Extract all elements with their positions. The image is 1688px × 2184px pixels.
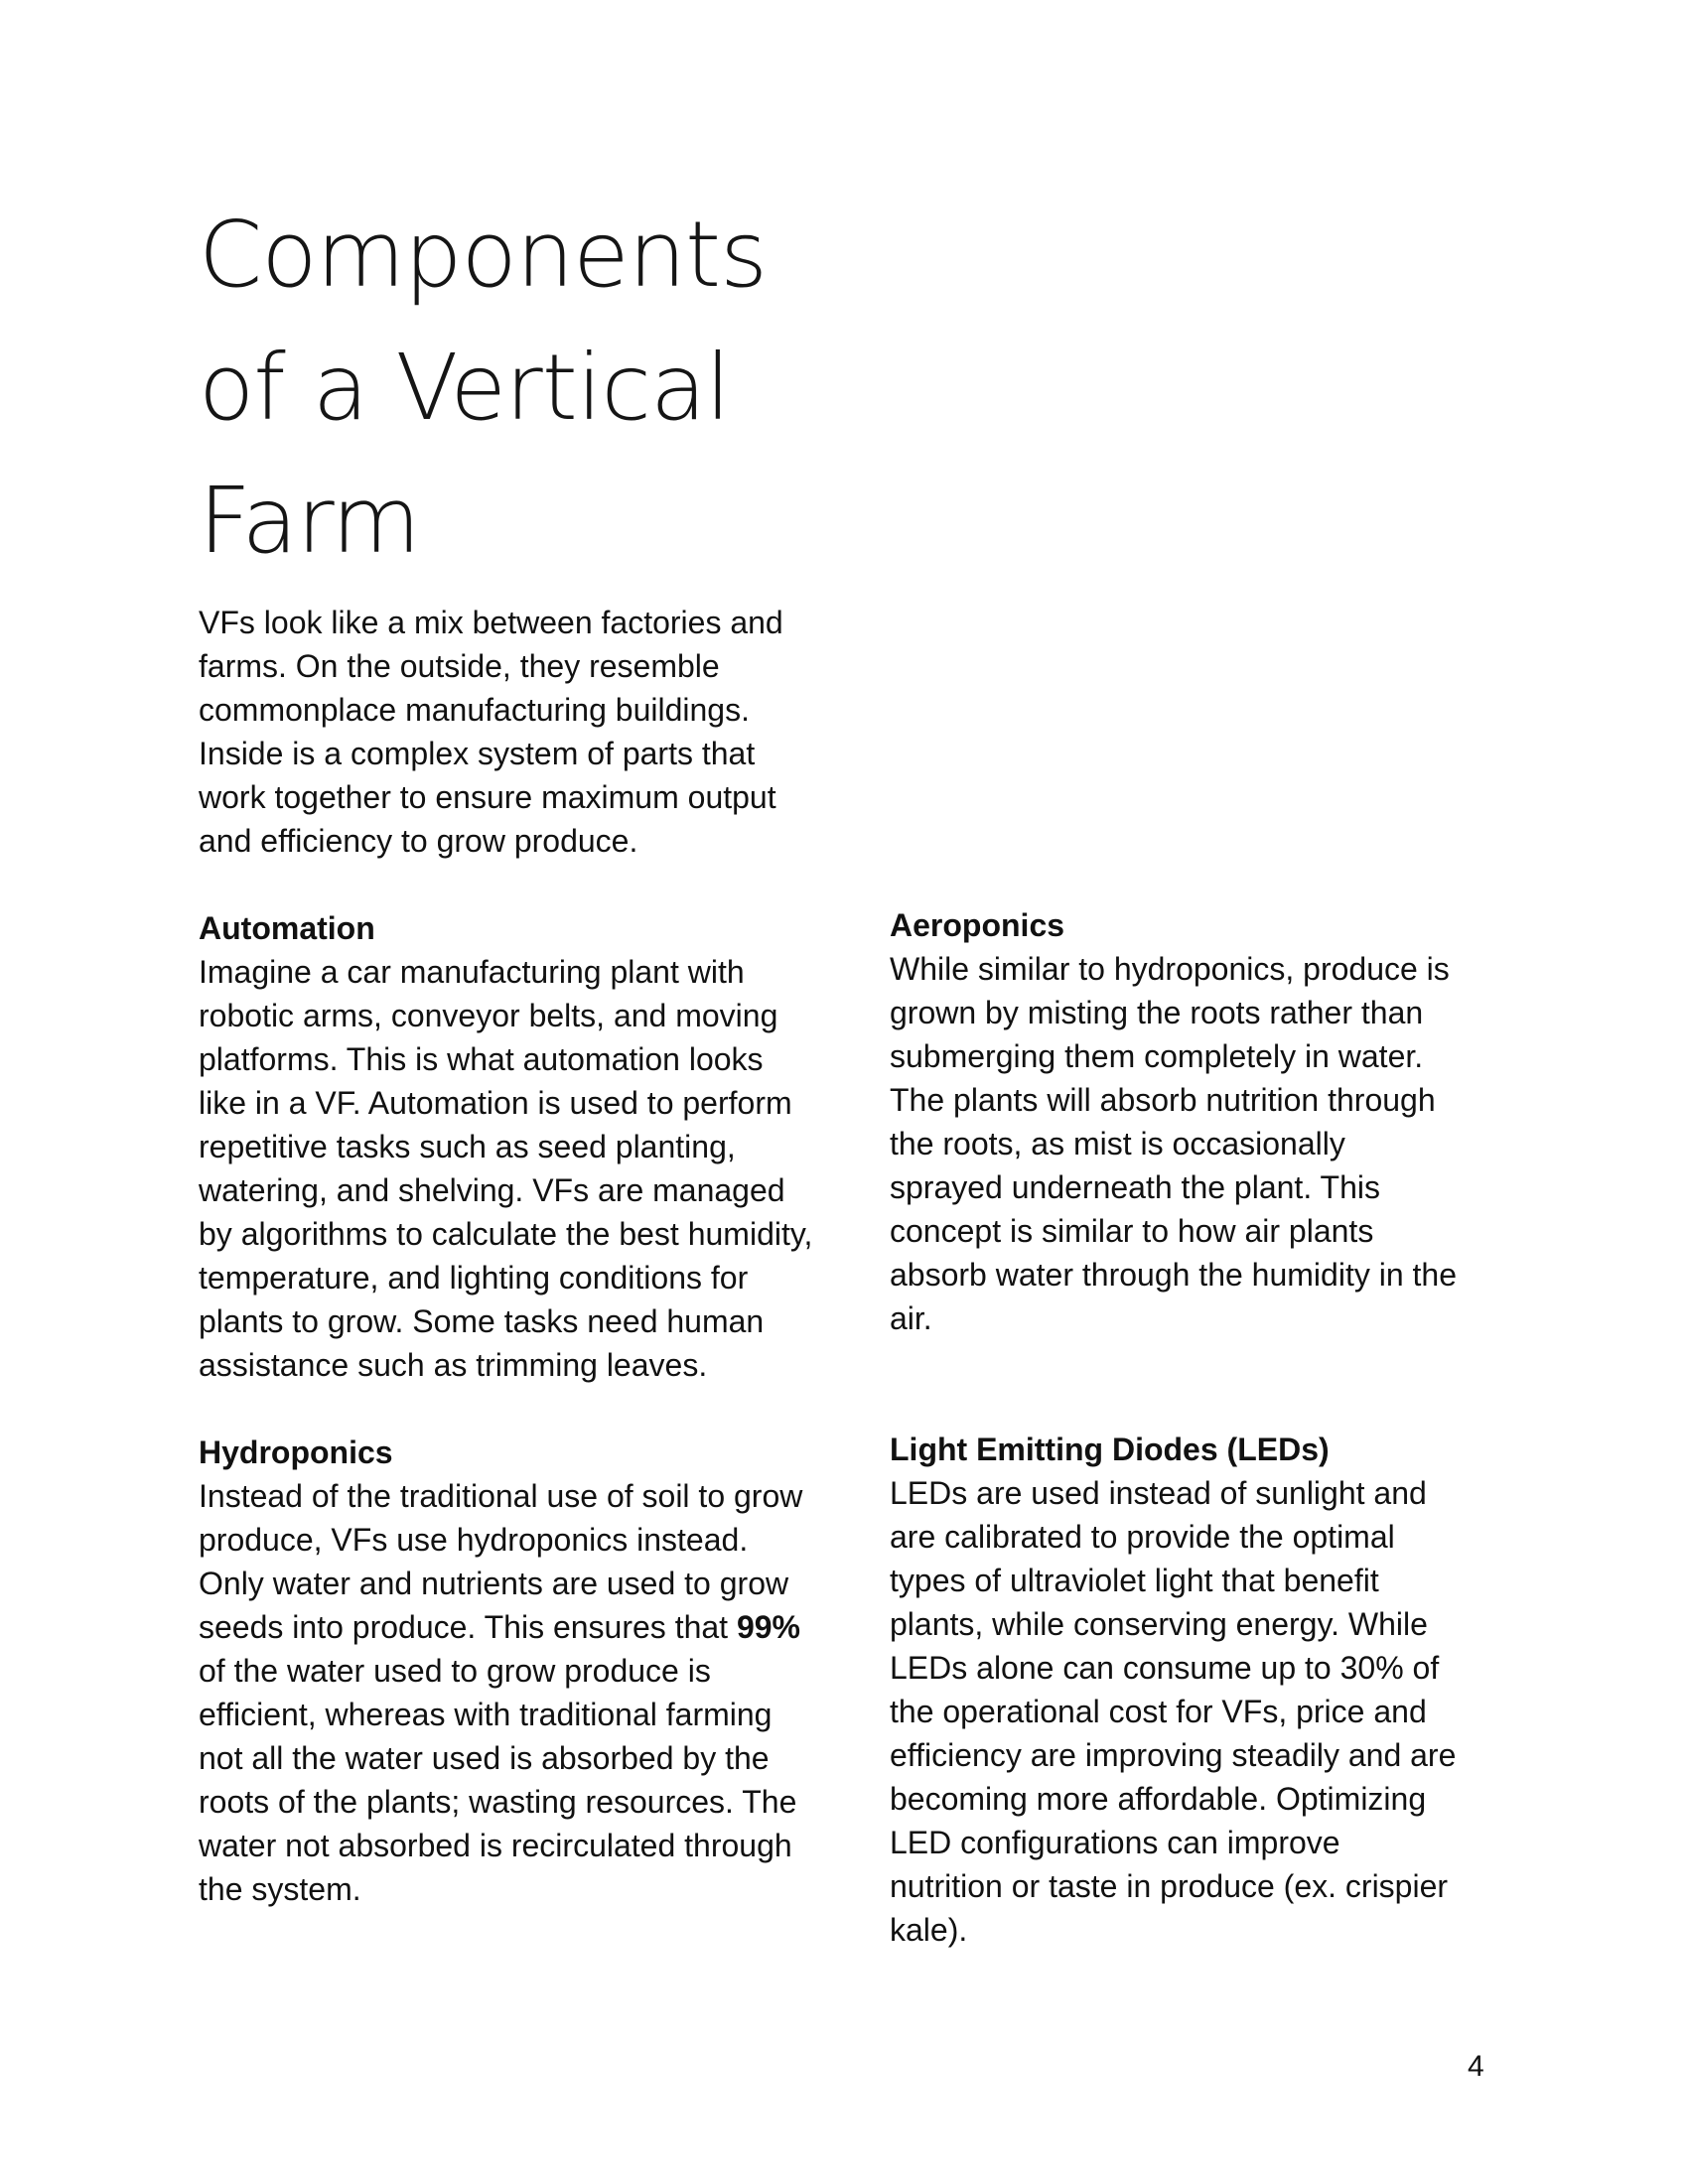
intro-line: farms. On the outside, they resemble [199,648,720,684]
body-text: seeds into produce. This ensures that [199,1609,737,1645]
body-line: Only water and nutrients are used to grow [199,1566,789,1601]
body-line: becoming more affordable. Optimizing [890,1781,1427,1817]
body-line: water not absorbed is recirculated through [199,1828,792,1863]
body-line: plants to grow. Some tasks need human [199,1303,765,1339]
body-line: plants, while conserving energy. While [890,1606,1428,1642]
body-line: Instead of the traditional use of soil to grow [199,1478,803,1514]
hydroponics-section [199,1431,854,1911]
body-line: the operational cost for VFs, price and [890,1694,1427,1729]
body-line: efficiency are improving steadily and are [890,1737,1457,1773]
body-line: like in a VF. Automation is used to perform [199,1085,792,1121]
hydroponics-heading: Hydroponics [199,1434,393,1470]
body-line: watering, and shelving. VFs are managed [199,1172,785,1208]
body-line: types of ultraviolet light that benefit [890,1563,1379,1598]
leds-body [890,1471,1505,1952]
body-line: roots of the plants; wasting resources. The [199,1784,797,1820]
leds-section [890,1428,1505,1952]
hydroponics-body [199,1474,854,1911]
body-line: temperature, and lighting conditions for [199,1260,749,1296]
body-line: absorb water through the humidity in the [890,1257,1457,1293]
body-line: LED configurations can improve [890,1825,1340,1860]
body-line: The plants will absorb nutrition through [890,1082,1436,1118]
body-line: robotic arms, conveyor belts, and moving [199,998,778,1033]
leds-heading: Light Emitting Diodes (LEDs) [890,1432,1330,1467]
body-line: While similar to hydroponics, produce is [890,951,1450,987]
body-line: grown by misting the roots rather than [890,995,1424,1030]
title-line: of a Vertical [199,335,730,441]
intro-line: work together to ensure maximum output [199,779,776,815]
body-line: concept is similar to how air plants [890,1213,1374,1249]
automation-section [199,906,854,1387]
body-line: sprayed underneath the plant. This [890,1169,1380,1205]
body-line: repetitive tasks such as seed planting, [199,1129,736,1164]
body-line: nutrition or taste in produce (ex. crispier [890,1868,1449,1904]
title-line: Components [199,202,768,308]
intro-paragraph [199,601,844,863]
body-line: are calibrated to provide the optimal [890,1519,1395,1555]
body-line: efficient, whereas with traditional farming [199,1697,773,1732]
body-line: not all the water used is absorbed by the [199,1740,770,1776]
body-line: the roots, as mist is occasionally [890,1126,1345,1161]
body-line [199,1605,854,1649]
title-line: Farm [199,468,420,574]
body-line: submerging them completely in water. [890,1038,1424,1074]
aeroponics-section [890,903,1505,1340]
automation-body [199,950,854,1387]
body-line: kale). [890,1912,968,1948]
body-line: of the water used to grow produce is [199,1653,711,1689]
page-number: 4 [1468,2050,1484,2083]
automation-heading: Automation [199,910,375,946]
body-line: produce, VFs use hydroponics instead. [199,1522,749,1558]
aeroponics-body [890,947,1505,1340]
intro-line: commonplace manufacturing buildings. [199,692,750,728]
body-line: by algorithms to calculate the best humidity, [199,1216,813,1252]
page-title [199,189,894,588]
body-line: assistance such as trimming leaves. [199,1347,708,1383]
body-line: platforms. This is what automation looks [199,1041,764,1077]
intro-line: VFs look like a mix between factories and [199,605,783,640]
highlight-percentage: 99% [736,1609,800,1645]
body-line: the system. [199,1871,361,1907]
aeroponics-heading: Aeroponics [890,907,1065,943]
body-line: Imagine a car manufacturing plant with [199,954,745,990]
body-line: air. [890,1300,932,1336]
intro-line: and efficiency to grow produce. [199,823,638,859]
body-line: LEDs are used instead of sunlight and [890,1475,1427,1511]
intro-line: Inside is a complex system of parts that [199,736,756,771]
body-line: LEDs alone can consume up to 30% of [890,1650,1440,1686]
